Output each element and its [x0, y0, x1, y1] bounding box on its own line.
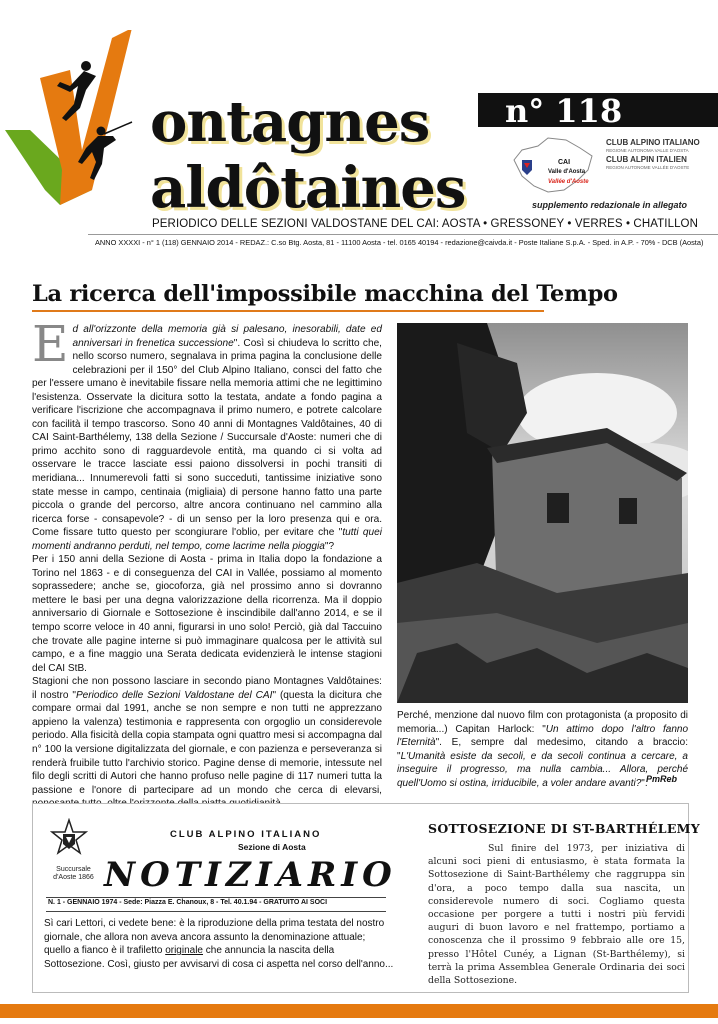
- box-text-a: Sì cari Lettori, ci vedete bene: è la riproduzione della prima testata del nostro giornale, che allora non aveva ancora assunto la denominazione attuale; quello a fianco è il trafiletto: [44, 918, 385, 956]
- caption-quote-2: L'Umanità esiste da secoli, e da secoli continua a cercare, a inseguire il progresso, ma nulla cambia... Allora, perché quell'Uomo si ostina, irriducibile, a voler andare avanti?: [397, 750, 688, 789]
- dropcap: E: [32, 315, 69, 373]
- author-credit: PmReb: [646, 774, 678, 784]
- notiziario-title: NOTIZIARIO: [104, 855, 397, 895]
- paragraph-1: [32, 315, 382, 553]
- notiziario-section: Sezione di Aosta: [238, 842, 306, 852]
- p1-italic: d all'orizzonte della memoria già si palesano, inesorabili, date ed anniversari in frenetica successione: [72, 324, 382, 349]
- notiziario-info: N. 1 - GENNAIO 1974 - Sede: Piazza E. Chanoux, 8 - Tel. 40.1.94 - GRATUITO AI SOCI: [48, 899, 328, 906]
- caption-start: Perché, menzione dal nuovo film con protagonista (a proposito di memoria...) Capitan Harlock: ": [397, 710, 688, 735]
- club-italian-sub: REGIONE AUTONOMA VALLE D'AOSTA: [606, 148, 689, 153]
- p3-start: Stagioni che non possono lasciare in secondo piano Montagnes Valdôtaines: il nostro ": [32, 676, 382, 701]
- article-headline: La ricerca dell'impossibile macchina del Tempo: [32, 281, 618, 307]
- box-text-b: che annuncia la nascita della Sottosezione. Così, giusto per avvisarvi di cosa ci aspetta nel corso dell'anno...: [44, 945, 394, 970]
- badge-vda: Valle d'Aosta: [548, 169, 586, 175]
- cai-star-logo-icon: [49, 818, 89, 862]
- footer-bar: [0, 1004, 718, 1018]
- club-italian: CLUB ALPINO ITALIANO: [606, 138, 700, 147]
- paragraph-2: Per i 150 anni della Sezione di Aosta - prima in Italia dopo la fondazione a Torino nel 1863 - e di conseguenza del CAI in Vallée, possiamo al momento soprassedere; anche se, giocoforza, già nel prossimo anno si dovranno mettere le basi per una degna valorizzazione della ricorrenza. Ma il doppio anniversario di Giornale e Sottosezione è inscindibile dall'anno 2014, e se il tempo scorre veloce in 40 anni, figurarsi in uno solo! Perciò, già dal Taccuino che trovate alle pagine interne si può immaginare qualcosa per le attività sul campo, e a fine maggio una Serata dedicata evidenzierà le intense stagioni del CAI StB.: [32, 554, 382, 674]
- sottosezione-paragraph: Sul finire del 1973, per iniziativa di alcuni soci pieni di entusiasmo, è stata formata la Sottosezione di Saint-Barthélemy che raggruppa sin d'ora, a poco tempo dalla sua nascita, un considerevole numero di soci. Cogliamo questa occasione per porgere a tutti i nostri più fervidi auguri di buon lavoro e nel frattempo, portiamo a conoscenza che il prossimo 9 febbraio alle ore 15, presso l'Hôtel Cunéy, a Lignan (St-Barthélemy), si terrà la prima Assemblea Generale Ordinaria dei soci della Sottosezione.: [428, 843, 685, 987]
- notiziario-club: CLUB ALPINO ITALIANO: [170, 829, 322, 840]
- sottosezione-title: SOTTOSEZIONE DI ST-BARTHÉLEMY: [428, 821, 701, 836]
- box-text-underlined: originale: [165, 945, 203, 956]
- sottosezione-text: [428, 842, 685, 987]
- vda-map-badge: [508, 130, 598, 200]
- paragraph-3: [32, 675, 382, 810]
- ruined-house-photo: [397, 323, 688, 703]
- badge-vdao: Vallée d'Aoste: [548, 179, 589, 185]
- p1-rest: ". Così si chiudeva lo scritto che, nello scorso numero, segnalava in prima pagina la conclusione delle celebrazioni per il 150° del Club Alpino Italiano, consci del fatto che per l'essere umano è inevitabile fissare nella memoria attimi che ne legittimino l'esistenza. Osservate la dicitura sotto la testata, andate a fondo pagina a verificare l'iscrizione che accompagnava il primo numero, e potrete calcolare con facilità il tempo trascorso. Sono 40 anni di Montagnes Valdôtaines, 40 di CAI Saint-Barthélemy, 138 della Sezione / Succursale d'Aoste: numeri che di primo acchito sono di ragguardevole entità, ma quando ci si volta ad osservare le tracce lasciate essi paiono dissolversi in pochi transiti di meridiana... Innumerevoli fatti si sono succeduti, tantissime iniziative sono state messe in campo, centinaia (migliaia) di persone hanno fatto una parte piccola o grande del percorso, altre ancora continuano nel cammino alla ricerca forse - consapevole? - di un senso per la loro presenza qui e ora. Come fissare tutto questo per scongiurare l'oblio, per evitare che ": [32, 337, 382, 539]
- issue-number: n° 118: [505, 92, 623, 130]
- caption-quote-1: Un attimo dopo l'altro fanno l'Eternità: [397, 723, 689, 748]
- caption-mid: ". E, sempre dal medesimo, citando a braccio: ": [397, 737, 688, 762]
- p3-rest: " (questa la dicitura che compare ormai dal 1991, anche se non sempre e non tutti ne apprezzano appieno la valenza) testimonia e rappresenta con orgoglio un considerevole periodo. Alla fisicità della copia stampata ogni quattro mesi si accompagna dal n° 100 la versione digitalizzata del giornale, e con pazienza e perseveranza si renderà fruibile tutto l'archivio storico. Pagine dense di memorie, intessute nel filo degli scritti di Autori che hanno profuso nelle pagine di 117 numeri tutta la passione e l'onore di partecipare ad un mondo che cerca di elevarsi,: [32, 689, 383, 796]
- imprint-rule: [88, 234, 718, 235]
- caption-end: ".: [641, 777, 648, 789]
- p1-end: "?: [324, 540, 335, 552]
- club-french: CLUB ALPIN ITALIEN: [606, 155, 687, 164]
- headline-rule: [32, 310, 544, 312]
- masthead-logo: [0, 30, 150, 215]
- p3-italic: Periodico delle Sezioni Valdostane del CAI: [75, 689, 273, 701]
- club-french-sub: REGION AUTONOME VALLÉE D'AOSTE: [606, 165, 690, 170]
- imprint-line: ANNO XXXXI - n° 1 (118) GENNAIO 2014 - REDAZ.: C.so Btg. Aosta, 81 - 11100 Aosta - tel. 0165 40194 - redazione@caivda.it - Poste Italiane S.p.A. - Sped. in A.P. - 70% - DCB (Aosta): [95, 238, 704, 247]
- article-body: [32, 315, 383, 811]
- box-intro-text: [44, 917, 394, 971]
- logo-caption: Succursale d'Aoste 1866: [53, 866, 94, 881]
- photo-caption: [397, 709, 688, 790]
- title-line-2: aldôtaines: [150, 155, 466, 221]
- title-line-1: ontagnes: [150, 89, 430, 155]
- supplement-note: supplemento redazionale in allegato: [532, 200, 688, 210]
- badge-cai: CAI: [558, 159, 571, 166]
- masthead-subtitle: PERIODICO DELLE SEZIONI VALDOSTANE DEL CAI: AOSTA • GRESSONEY • VERRES • CHATILLON: [152, 218, 699, 230]
- p1-quote: tutti quei momenti andranno perduti, nel tempo, come lacrime nella pioggia: [32, 527, 382, 552]
